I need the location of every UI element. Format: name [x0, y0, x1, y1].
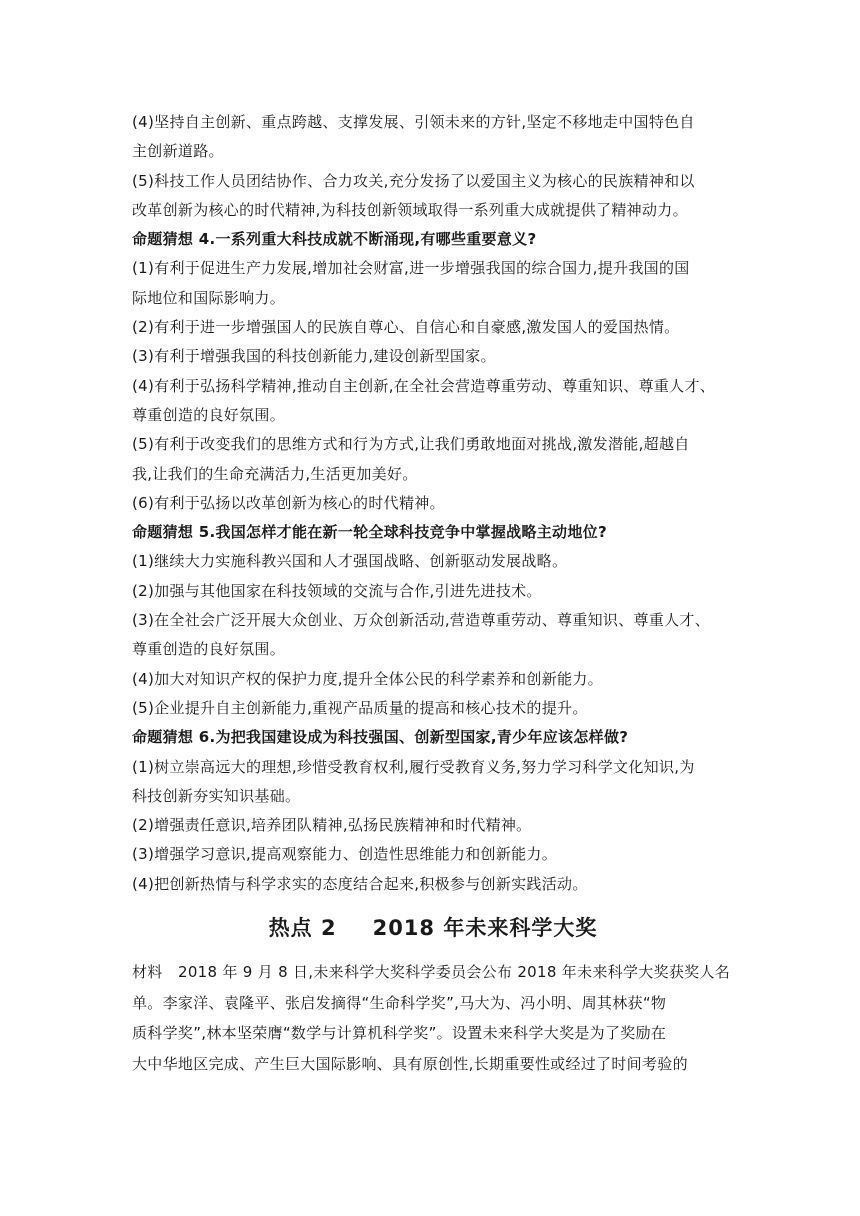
answer-line: (5)有利于改变我们的思维方式和行为方式,让我们勇敢地面对挑战,激发潜能,超越自	[132, 435, 690, 454]
answer-item	[132, 430, 734, 489]
answer-line: 改革创新为核心的时代精神,为科技创新领域取得一系列重大成就提供了精神动力。	[132, 200, 688, 219]
heading-text: 命题猜想 6.为把我国建设成为科技强国、创新型国家,青少年应该怎样做?	[132, 728, 629, 747]
answer-line: (3)增强学习意识,提高观察能力、创造性思维能力和创新能力。	[132, 845, 558, 864]
answer-item	[132, 313, 734, 342]
answer-line: (2)有利于进一步增强国人的民族自尊心、自信心和自豪感,激发国人的爱国热情。	[132, 318, 680, 337]
answer-line: (3)有利于增强我国的科技创新能力,建设创新型国家。	[132, 347, 496, 366]
answer-item	[132, 753, 734, 812]
answer-item	[132, 489, 734, 518]
question-heading	[132, 723, 734, 752]
answer-item	[132, 606, 734, 665]
answer-line: (2)增强责任意识,培养团队精神,弘扬民族精神和时代精神。	[132, 816, 532, 835]
answer-line: (6)有利于弘扬以改革创新为核心的时代精神。	[132, 493, 445, 512]
answer-line: (5)科技工作人员团结协作、合力攻关,充分发扬了以爱国主义为核心的民族精神和以	[132, 171, 695, 190]
material-text: 2018 年 9 月 8 日,未来科学大奖科学委员会公布 2018 年未来科学大奖获奖人名	[178, 963, 731, 982]
document-body	[132, 108, 734, 1079]
answer-item	[132, 547, 734, 576]
material-paragraph	[132, 957, 734, 1079]
answer-line: (4)把创新热情与科学求实的态度结合起来,积极参与创新实践活动。	[132, 874, 588, 893]
section-label: 热点 2	[268, 916, 337, 941]
answer-line: (2)加强与其他国家在科技领域的交流与合作,引进先进技术。	[132, 581, 542, 600]
answer-item	[132, 840, 734, 869]
answer-line: (4)有利于弘扬科学精神,推动自主创新,在全社会营造尊重劳动、尊重知识、尊重人才、	[132, 376, 716, 395]
answer-line: (1)有利于促进生产力发展,增加社会财富,进一步增强我国的综合国力,提升我国的国	[132, 259, 690, 278]
material-text: 质科学奖”,林本坚荣膺“数学与计算机科学奖”。设置未来科学大奖是为了奖励在	[132, 1024, 667, 1043]
answer-line: 我,让我们的生命充满活力,生活更加美好。	[132, 464, 418, 483]
answer-item	[132, 811, 734, 840]
material-line	[132, 1049, 734, 1080]
answer-item	[132, 254, 734, 313]
answer-line: (1)树立崇高远大的理想,珍惜受教育权利,履行受教育义务,努力学习科学文化知识,为	[132, 757, 695, 776]
answer-line: 主创新道路。	[132, 142, 224, 161]
answer-line: (3)在全社会广泛开展大众创业、万众创新活动,营造尊重劳动、尊重知识、尊重人才、	[132, 611, 711, 630]
material-line	[132, 957, 734, 988]
answer-line: 际地位和国际影响力。	[132, 288, 286, 307]
material-label: 材料	[132, 963, 163, 982]
answer-line: 尊重创造的良好氛围。	[132, 640, 286, 659]
answer-line: (4)加大对知识产权的保护力度,提升全体公民的科学素养和创新能力。	[132, 669, 603, 688]
material-line	[132, 1018, 734, 1049]
answer-item	[132, 372, 734, 431]
answer-item	[132, 108, 734, 167]
answer-item	[132, 665, 734, 694]
answer-item	[132, 167, 734, 226]
question-heading	[132, 225, 734, 254]
answer-item	[132, 694, 734, 723]
material-text: 大中华地区完成、产生巨大国际影响、具有原创性,长期重要性或经过了时间考验的	[132, 1054, 688, 1073]
answer-item	[132, 342, 734, 371]
answer-line: 尊重创造的良好氛围。	[132, 405, 286, 424]
section-title	[132, 903, 734, 957]
answer-line: (4)坚持自主创新、重点跨越、支撑发展、引领未来的方针,坚定不移地走中国特色自	[132, 113, 695, 131]
section-title-text: 2018 年未来科学大奖	[372, 916, 598, 941]
material-text: 单。李家洋、袁隆平、张启发摘得“生命科学奖”,马大为、冯小明、周其林获“物	[132, 993, 667, 1012]
answer-item	[132, 577, 734, 606]
material-line	[132, 988, 734, 1019]
question-heading	[132, 518, 734, 547]
answer-line: 科技创新夯实知识基础。	[132, 786, 301, 805]
answer-item	[132, 870, 734, 899]
answer-line: (1)继续大力实施科教兴国和人才强国战略、创新驱动发展战略。	[132, 552, 568, 571]
heading-text: 命题猜想 4.一系列重大科技成就不断涌现,有哪些重要意义?	[132, 230, 537, 249]
answer-line: (5)企业提升自主创新能力,重视产品质量的提高和核心技术的提升。	[132, 698, 588, 717]
heading-text: 命题猜想 5.我国怎样才能在新一轮全球科技竞争中掌握战略主动地位?	[132, 523, 607, 542]
